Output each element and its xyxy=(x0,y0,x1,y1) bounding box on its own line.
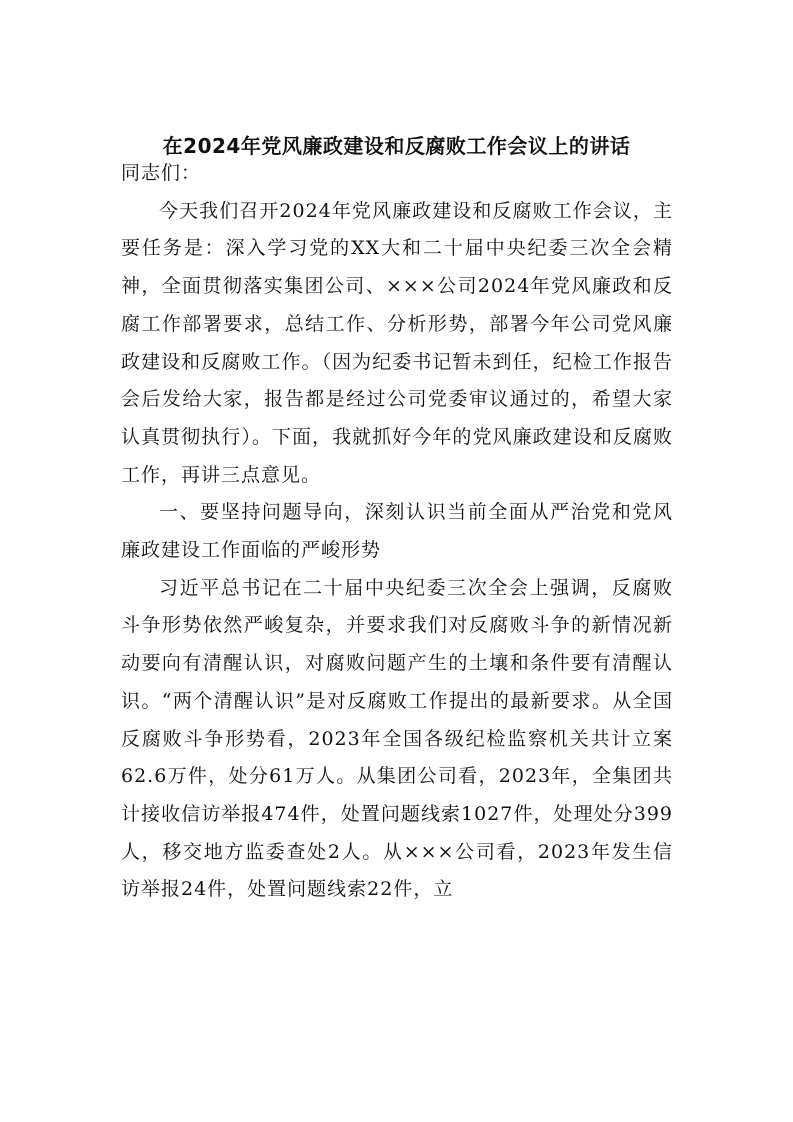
paragraph-opening: 今天我们召开2024年党风廉政建设和反腐败工作会议，主要任务是：深入学习党的XX大和二十届中央纪委三次全会精神，全面贯彻落实集团公司、×××公司2024年党风廉政和反腐工作部署要求，总结工作、分析形势，部署今年公司党风廉政建设和反腐败工作。（因为纪委书记暂未到任，纪检工作报告会后发给大家，报告都是经过公司党委审议通过的，希望大家认真贯彻执行）。下面，我就抓好今年的党风廉政建设和反腐败工作，再讲三点意见。 xyxy=(121,199,673,486)
document-title: 在2024年党风廉政建设和反腐败工作会议上的讲话 xyxy=(162,134,631,158)
section-heading-1: 一、要坚持问题导向，深刻认识当前全面从严治党和党风廉政建设工作面临的严峻形势 xyxy=(121,501,673,562)
document-body xyxy=(121,155,673,909)
paragraph-situation: 习近平总书记在二十届中央纪委三次全会上强调，反腐败斗争形势依然严峻复杂，并要求我们对反腐败斗争的新情况新动要向有清醒认识，对腐败问题产生的土壤和条件要有清醒认识。“两个清醒认识”是对反腐败工作提出的最新要求。从全国反腐败斗争形势看，2023年全国各级纪检监察机关共计立案62.6万件，处分61万人。从集团公司看，2023年，全集团共计接收信访举报474件，处置问题线索1027件，处理处分399人，移交地方监委查处2人。从×××公司看，2023年发生信访举报24件，处置问题线索22件，立 xyxy=(121,576,673,901)
salutation: 同志们： xyxy=(121,162,202,184)
